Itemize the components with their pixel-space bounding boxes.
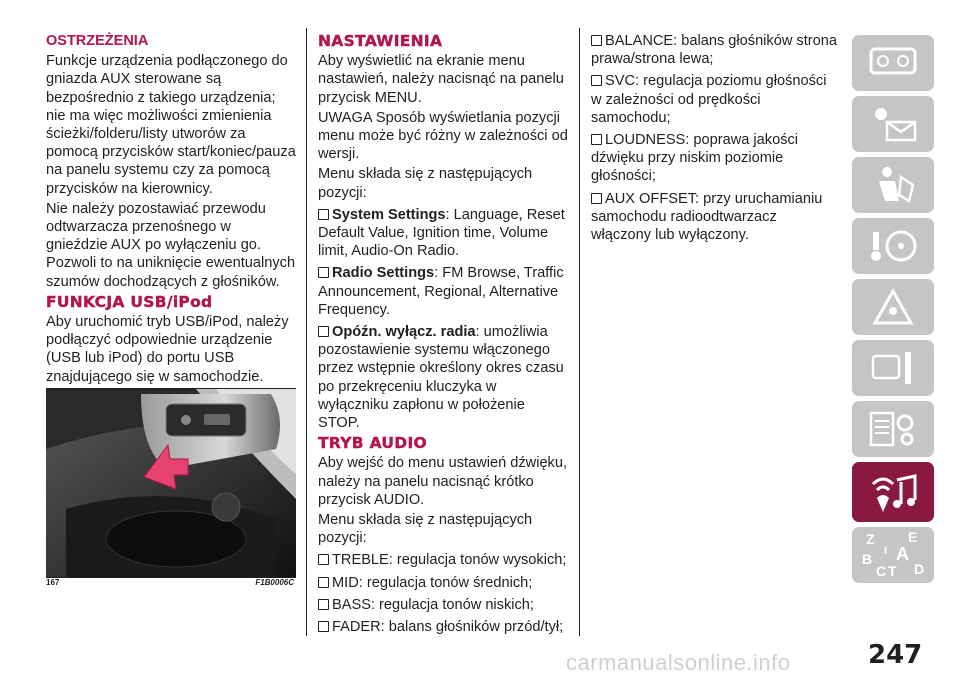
paragraph: Nie należy pozostawiać przewodu odtwarzacza przenośnego w gnieździe AUX po wyłączeniu go. Pozwoli to na uniknięcie ewentualnych szumów dochodzących z głośników. <box>46 200 296 290</box>
paragraph: UWAGA Sposób wyświetlania pozycji menu może być różny w zależności od wersji. <box>318 109 568 163</box>
heading-warnings: OSTRZEŻENIA <box>46 33 149 49</box>
list-item: BALANCE: balans głośników strona prawa/strona lewa; <box>591 33 837 68</box>
figure-number: 167 <box>46 578 60 587</box>
figure-code: F1B0006C <box>255 578 294 587</box>
tab-seat-safety[interactable] <box>852 157 934 213</box>
list-item: Opóźn. wyłącz. radia: umożliwia pozostawienie systemu włączonego przez wstępnie określony okres czasu po przekręceniu kluczyka w wyłączniku zapłonu w położenie STOP. <box>318 324 564 432</box>
warning-lights-icon <box>865 102 921 146</box>
list-item: BASS: regulacja tonów niskich; <box>318 596 568 614</box>
index-letter: I <box>884 545 888 557</box>
paragraph: Menu składa się z następujących pozycji: <box>318 166 533 201</box>
checkbox-bullet-icon <box>591 35 602 46</box>
heading-settings: NASTAWIENIA <box>318 32 443 50</box>
index-letter: Z <box>866 531 875 547</box>
tab-index[interactable] <box>852 527 934 583</box>
checkbox-bullet-icon <box>591 134 602 145</box>
index-letter: C <box>876 563 887 579</box>
index-letter: E <box>908 530 918 545</box>
checkbox-bullet-icon <box>318 267 329 278</box>
checkbox-bullet-icon <box>318 621 329 632</box>
column-divider <box>306 28 307 636</box>
list-item: TREBLE: regulacja tonów wysokich; <box>318 551 568 569</box>
roadside-warning-icon <box>865 285 921 329</box>
tab-multimedia[interactable] <box>852 462 934 522</box>
list-item: FADER: balans głośników przód/tył; <box>318 618 568 636</box>
specs-gears-icon <box>865 407 921 451</box>
usb-port-illustration <box>46 389 296 577</box>
car-dashboard-icon <box>865 43 921 83</box>
watermark: carmanualsonline.info <box>566 650 791 675</box>
checkbox-bullet-icon <box>591 193 602 204</box>
checkbox-bullet-icon <box>318 554 329 565</box>
column-left <box>46 32 296 388</box>
checkbox-bullet-icon <box>318 209 329 220</box>
steering-key-icon <box>865 224 921 268</box>
multimedia-icon <box>863 468 923 516</box>
paragraph: Aby uruchomić tryb USB/iPod, należy podłączyć odpowiednie urządzenie (USB lub iPod) do portu USB znajdującego się w samochodzie. <box>46 314 289 385</box>
tab-dashboard[interactable] <box>852 35 934 91</box>
index-letter: D <box>914 561 925 577</box>
paragraph: Aby wyświetlić na ekranie menu nastawień, należy nacisnąć na panelu przycisk MENU. <box>318 53 564 106</box>
chapter-tabs <box>852 35 934 588</box>
column-middle <box>318 32 568 638</box>
checkbox-bullet-icon <box>318 577 329 588</box>
list-item: System Settings: Language, Reset Default Value, Ignition time, Volume limit, Audio-On Radio. <box>318 206 565 260</box>
list-item: Radio Settings: FM Browse, Traffic Announcement, Regional, Alternative Frequency. <box>318 265 564 318</box>
tab-warning-lights[interactable] <box>852 96 934 152</box>
paragraph: Menu składa się z następujących pozycji: <box>318 512 533 547</box>
heading-audio-mode: TRYB AUDIO <box>318 434 428 453</box>
list-item: MID: regulacja tonów średnich; <box>318 574 568 592</box>
heading-usb-ipod: FUNKCJA USB/iPod <box>46 292 213 311</box>
figure-caption <box>46 578 296 587</box>
tab-maintenance[interactable] <box>852 340 934 396</box>
checkbox-bullet-icon <box>591 75 602 86</box>
index-letter: B <box>862 551 873 567</box>
seat-safety-icon <box>865 163 921 207</box>
paragraph: Funkcje urządzenia podłączonego do gniazda AUX sterowane są bezpośrednio z takiego urządzenia; nie ma więc możliwości zmienienia ścieżki/folderu/listy utworów za pomocą przycisków start/koniec/pauza na panelu systemu czy za pomocą przycisków na kierownicy. <box>46 53 296 197</box>
tab-technical-data[interactable] <box>852 401 934 457</box>
tab-emergency[interactable] <box>852 279 934 335</box>
page-number: 247 <box>868 640 923 670</box>
service-tools-icon <box>865 346 921 390</box>
list-item: SVC: regulacja poziomu głośności w zależności od prędkości samochodu; <box>591 73 827 126</box>
checkbox-bullet-icon <box>318 326 329 337</box>
index-letter: T <box>888 563 897 579</box>
figure-usb-port-photo <box>46 388 296 578</box>
index-letter: A <box>896 544 909 564</box>
column-right <box>591 32 839 246</box>
tab-starting-driving[interactable] <box>852 218 934 274</box>
column-divider <box>579 28 580 636</box>
list-item: LOUDNESS: poprawa jakości dźwięku przy niskim poziomie głośności; <box>591 132 799 185</box>
paragraph: Aby wejść do menu ustawień dźwięku, należy na panelu nacisnąć krótko przycisk AUDIO. <box>318 455 568 508</box>
checkbox-bullet-icon <box>318 599 329 610</box>
list-item: AUX OFFSET: przy uruchamianiu samochodu radioodtwarzacz włączony lub wyłączony. <box>591 190 823 244</box>
index-letters-icon <box>858 530 928 580</box>
